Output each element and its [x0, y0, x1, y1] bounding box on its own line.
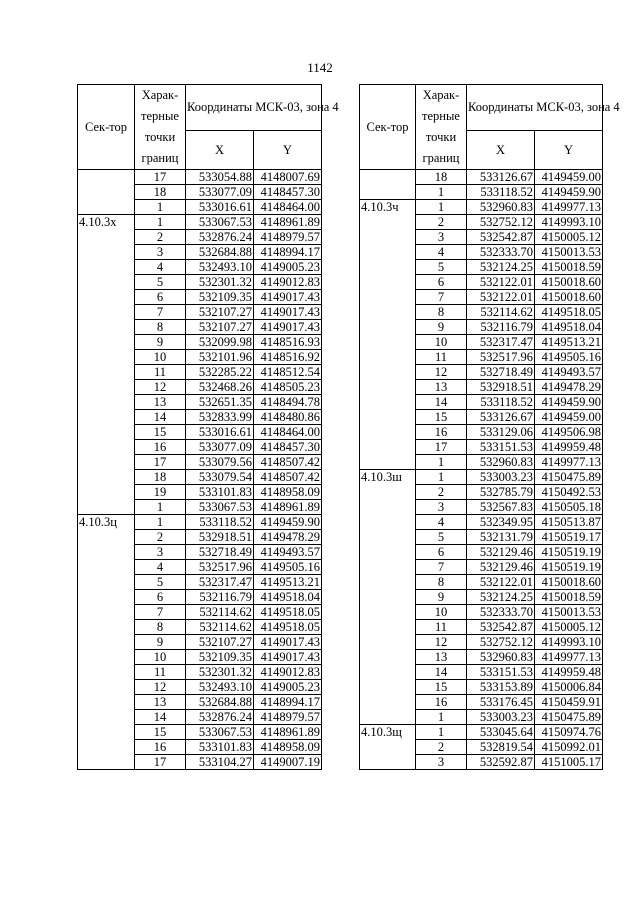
point-cell: 16 [135, 740, 186, 755]
y-cell: 4149017.43 [254, 305, 322, 320]
header-y: Y [535, 131, 603, 170]
y-cell: 4148961.89 [254, 500, 322, 515]
point-cell: 16 [135, 440, 186, 455]
y-cell: 4149977.13 [535, 650, 603, 665]
point-cell: 15 [135, 425, 186, 440]
header-x: X [467, 131, 535, 170]
point-cell: 7 [135, 605, 186, 620]
header-x: X [186, 131, 254, 170]
x-cell: 532129.46 [467, 545, 535, 560]
y-cell: 4148505.23 [254, 380, 322, 395]
x-cell: 532333.70 [467, 605, 535, 620]
point-cell: 12 [416, 365, 467, 380]
x-cell: 533016.61 [186, 200, 254, 215]
point-cell: 9 [416, 590, 467, 605]
table-body-right [360, 170, 603, 770]
x-cell: 532301.32 [186, 665, 254, 680]
point-cell: 17 [135, 170, 186, 185]
y-cell: 4149005.23 [254, 260, 322, 275]
header-sector: Сек-тор [360, 85, 416, 170]
x-cell: 533079.54 [186, 470, 254, 485]
y-cell: 4148979.57 [254, 230, 322, 245]
y-cell: 4149459.00 [535, 170, 603, 185]
point-cell: 1 [416, 455, 467, 470]
x-cell: 533077.09 [186, 440, 254, 455]
x-cell: 532101.96 [186, 350, 254, 365]
point-cell: 7 [416, 560, 467, 575]
point-cell: 14 [416, 395, 467, 410]
point-cell: 10 [135, 650, 186, 665]
y-cell: 4150974.76 [535, 725, 603, 740]
y-cell: 4148457.30 [254, 185, 322, 200]
x-cell: 533067.53 [186, 500, 254, 515]
x-cell: 532124.25 [467, 590, 535, 605]
x-cell: 532785.79 [467, 485, 535, 500]
x-cell: 532752.12 [467, 215, 535, 230]
y-cell: 4149518.05 [254, 605, 322, 620]
x-cell: 533045.64 [467, 725, 535, 740]
point-cell: 4 [135, 260, 186, 275]
y-cell: 4150013.53 [535, 245, 603, 260]
y-cell: 4148979.57 [254, 710, 322, 725]
point-cell: 15 [416, 680, 467, 695]
x-cell: 532109.35 [186, 650, 254, 665]
x-cell: 532567.83 [467, 500, 535, 515]
y-cell: 4148516.92 [254, 350, 322, 365]
y-cell: 4149012.83 [254, 665, 322, 680]
y-cell: 4149518.05 [254, 620, 322, 635]
point-cell: 14 [416, 665, 467, 680]
point-cell: 5 [416, 260, 467, 275]
x-cell: 533054.88 [186, 170, 254, 185]
x-cell: 533118.52 [186, 515, 254, 530]
point-cell: 17 [135, 755, 186, 770]
point-cell: 3 [416, 755, 467, 770]
x-cell: 532876.24 [186, 710, 254, 725]
point-cell: 15 [416, 410, 467, 425]
y-cell: 4149959.48 [535, 440, 603, 455]
x-cell: 532109.35 [186, 290, 254, 305]
y-cell: 4150992.01 [535, 740, 603, 755]
y-cell: 4149459.00 [535, 410, 603, 425]
sector-cell [360, 170, 416, 200]
table-row [360, 200, 603, 215]
point-cell: 5 [416, 530, 467, 545]
point-cell: 11 [135, 665, 186, 680]
header-char-points: Харак-терные точки границ [135, 85, 186, 170]
table-row [78, 170, 322, 185]
table-row [360, 725, 603, 740]
point-cell: 11 [416, 350, 467, 365]
x-cell: 532918.51 [467, 380, 535, 395]
y-cell: 4150005.12 [535, 620, 603, 635]
y-cell: 4149513.21 [254, 575, 322, 590]
x-cell: 533126.67 [467, 170, 535, 185]
y-cell: 4149493.57 [254, 545, 322, 560]
point-cell: 14 [135, 710, 186, 725]
x-cell: 533129.06 [467, 425, 535, 440]
point-cell: 15 [135, 725, 186, 740]
x-cell: 533003.23 [467, 710, 535, 725]
y-cell: 4148958.09 [254, 485, 322, 500]
point-cell: 8 [416, 305, 467, 320]
x-cell: 532099.98 [186, 335, 254, 350]
y-cell: 4148507.42 [254, 470, 322, 485]
y-cell: 4148994.17 [254, 245, 322, 260]
point-cell: 4 [416, 245, 467, 260]
x-cell: 533151.53 [467, 440, 535, 455]
y-cell: 4149478.29 [254, 530, 322, 545]
y-cell: 4149505.16 [254, 560, 322, 575]
y-cell: 4149505.16 [535, 350, 603, 365]
y-cell: 4149478.29 [535, 380, 603, 395]
point-cell: 8 [135, 620, 186, 635]
y-cell: 4149017.43 [254, 650, 322, 665]
x-cell: 532651.35 [186, 395, 254, 410]
point-cell: 10 [135, 350, 186, 365]
x-cell: 533079.56 [186, 455, 254, 470]
x-cell: 533101.83 [186, 485, 254, 500]
point-cell: 6 [416, 275, 467, 290]
point-cell: 8 [135, 320, 186, 335]
x-cell: 532317.47 [186, 575, 254, 590]
point-cell: 10 [416, 335, 467, 350]
point-cell: 17 [135, 455, 186, 470]
x-cell: 532542.87 [467, 620, 535, 635]
y-cell: 4149012.83 [254, 275, 322, 290]
point-cell: 1 [416, 200, 467, 215]
point-cell: 1 [416, 185, 467, 200]
x-cell: 532960.83 [467, 200, 535, 215]
point-cell: 6 [135, 290, 186, 305]
y-cell: 4148512.54 [254, 365, 322, 380]
point-cell: 10 [416, 605, 467, 620]
y-cell: 4148994.17 [254, 695, 322, 710]
x-cell: 532752.12 [467, 635, 535, 650]
point-cell: 5 [135, 275, 186, 290]
x-cell: 532122.01 [467, 275, 535, 290]
point-cell: 3 [416, 500, 467, 515]
y-cell: 4149017.43 [254, 290, 322, 305]
point-cell: 1 [416, 710, 467, 725]
x-cell: 532107.27 [186, 320, 254, 335]
point-cell: 3 [135, 245, 186, 260]
page-number: 1142 [307, 60, 333, 75]
header-coordinates: Координаты МСК-03, зона 4 [186, 85, 322, 131]
x-cell: 532114.62 [186, 620, 254, 635]
point-cell: 9 [135, 335, 186, 350]
point-cell: 13 [135, 395, 186, 410]
y-cell: 4149993.10 [535, 215, 603, 230]
y-cell: 4148457.30 [254, 440, 322, 455]
x-cell: 532122.01 [467, 575, 535, 590]
point-cell: 6 [416, 545, 467, 560]
y-cell: 4148464.00 [254, 425, 322, 440]
table-row [78, 215, 322, 230]
point-cell: 17 [416, 440, 467, 455]
y-cell: 4150005.12 [535, 230, 603, 245]
y-cell: 4150513.87 [535, 515, 603, 530]
x-cell: 533067.53 [186, 725, 254, 740]
point-cell: 12 [135, 680, 186, 695]
point-cell: 3 [135, 545, 186, 560]
point-cell: 12 [135, 380, 186, 395]
x-cell: 532493.10 [186, 260, 254, 275]
header-sector: Сек-тор [78, 85, 135, 170]
point-cell: 13 [135, 695, 186, 710]
y-cell: 4149518.05 [535, 305, 603, 320]
sector-cell [78, 170, 135, 215]
y-cell: 4150006.84 [535, 680, 603, 695]
x-cell: 532333.70 [467, 245, 535, 260]
point-cell: 7 [135, 305, 186, 320]
header-coordinates: Координаты МСК-03, зона 4 [467, 85, 603, 131]
y-cell: 4150018.59 [535, 260, 603, 275]
y-cell: 4150519.17 [535, 530, 603, 545]
x-cell: 533151.53 [467, 665, 535, 680]
y-cell: 4149007.19 [254, 755, 322, 770]
point-cell: 2 [416, 740, 467, 755]
y-cell: 4150018.59 [535, 590, 603, 605]
y-cell: 4148961.89 [254, 215, 322, 230]
point-cell: 8 [416, 575, 467, 590]
y-cell: 4150018.60 [535, 575, 603, 590]
coordinates-table-left [77, 84, 339, 770]
x-cell: 532114.62 [186, 605, 254, 620]
point-cell: 1 [135, 500, 186, 515]
point-cell: 7 [416, 290, 467, 305]
x-cell: 533067.53 [186, 215, 254, 230]
x-cell: 532960.83 [467, 650, 535, 665]
x-cell: 532819.54 [467, 740, 535, 755]
table-row [78, 515, 322, 530]
y-cell: 4150492.53 [535, 485, 603, 500]
y-cell: 4150018.60 [535, 275, 603, 290]
y-cell: 4150475.89 [535, 470, 603, 485]
x-cell: 532493.10 [186, 680, 254, 695]
y-cell: 4149459.90 [535, 185, 603, 200]
x-cell: 532349.95 [467, 515, 535, 530]
point-cell: 1 [135, 515, 186, 530]
y-cell: 4148480.86 [254, 410, 322, 425]
x-cell: 532131.79 [467, 530, 535, 545]
x-cell: 533016.61 [186, 425, 254, 440]
y-cell: 4150459.91 [535, 695, 603, 710]
x-cell: 532542.87 [467, 230, 535, 245]
y-cell: 4149493.57 [535, 365, 603, 380]
y-cell: 4149459.90 [254, 515, 322, 530]
point-cell: 6 [135, 590, 186, 605]
x-cell: 533118.52 [467, 395, 535, 410]
point-cell: 4 [135, 560, 186, 575]
x-cell: 532833.99 [186, 410, 254, 425]
table-row [360, 170, 603, 185]
x-cell: 533126.67 [467, 410, 535, 425]
y-cell: 4148464.00 [254, 200, 322, 215]
y-cell: 4149459.90 [535, 395, 603, 410]
y-cell: 4151005.17 [535, 755, 603, 770]
point-cell: 3 [416, 230, 467, 245]
x-cell: 532468.26 [186, 380, 254, 395]
y-cell: 4149977.13 [535, 200, 603, 215]
point-cell: 13 [416, 650, 467, 665]
x-cell: 532918.51 [186, 530, 254, 545]
x-cell: 532317.47 [467, 335, 535, 350]
point-cell: 1 [135, 200, 186, 215]
point-cell: 2 [135, 230, 186, 245]
x-cell: 532684.88 [186, 695, 254, 710]
point-cell: 1 [135, 215, 186, 230]
y-cell: 4149506.98 [535, 425, 603, 440]
x-cell: 532876.24 [186, 230, 254, 245]
y-cell: 4148958.09 [254, 740, 322, 755]
point-cell: 11 [416, 620, 467, 635]
x-cell: 532684.88 [186, 245, 254, 260]
x-cell: 533104.27 [186, 755, 254, 770]
y-cell: 4149017.43 [254, 635, 322, 650]
point-cell: 13 [416, 380, 467, 395]
y-cell: 4150018.60 [535, 290, 603, 305]
point-cell: 16 [416, 425, 467, 440]
point-cell: 9 [135, 635, 186, 650]
point-cell: 16 [416, 695, 467, 710]
x-cell: 532517.96 [467, 350, 535, 365]
y-cell: 4149513.21 [535, 335, 603, 350]
y-cell: 4148494.78 [254, 395, 322, 410]
x-cell: 532107.27 [186, 305, 254, 320]
x-cell: 532129.46 [467, 560, 535, 575]
y-cell: 4148516.93 [254, 335, 322, 350]
point-cell: 5 [135, 575, 186, 590]
x-cell: 532107.27 [186, 635, 254, 650]
x-cell: 532285.22 [186, 365, 254, 380]
y-cell: 4150505.18 [535, 500, 603, 515]
y-cell: 4150475.89 [535, 710, 603, 725]
table-body-left [78, 170, 322, 770]
header-y: Y [254, 131, 322, 170]
y-cell: 4150519.19 [535, 560, 603, 575]
y-cell: 4149017.43 [254, 320, 322, 335]
y-cell: 4150519.19 [535, 545, 603, 560]
x-cell: 533077.09 [186, 185, 254, 200]
x-cell: 533003.23 [467, 470, 535, 485]
x-cell: 533176.45 [467, 695, 535, 710]
y-cell: 4149977.13 [535, 455, 603, 470]
x-cell: 532124.25 [467, 260, 535, 275]
y-cell: 4149993.10 [535, 635, 603, 650]
x-cell: 532301.32 [186, 275, 254, 290]
x-cell: 532122.01 [467, 290, 535, 305]
point-cell: 14 [135, 410, 186, 425]
y-cell: 4148507.42 [254, 455, 322, 470]
x-cell: 532517.96 [186, 560, 254, 575]
point-cell: 2 [416, 485, 467, 500]
sector-cell: 4.10.3ц [78, 515, 135, 770]
point-cell: 18 [135, 470, 186, 485]
sector-cell: 4.10.3х [78, 215, 135, 515]
sector-cell: 4.10.3ч [360, 200, 416, 470]
x-cell: 533153.89 [467, 680, 535, 695]
point-cell: 1 [416, 470, 467, 485]
sector-cell: 4.10.3щ [360, 725, 416, 770]
y-cell: 4148007.69 [254, 170, 322, 185]
coordinates-table-right [359, 84, 620, 770]
y-cell: 4148961.89 [254, 725, 322, 740]
x-cell: 532116.79 [467, 320, 535, 335]
point-cell: 2 [416, 215, 467, 230]
y-cell: 4150013.53 [535, 605, 603, 620]
point-cell: 18 [135, 185, 186, 200]
point-cell: 11 [135, 365, 186, 380]
point-cell: 4 [416, 515, 467, 530]
y-cell: 4149518.04 [254, 590, 322, 605]
header-char-points: Харак-терные точки границ [416, 85, 467, 170]
point-cell: 2 [135, 530, 186, 545]
x-cell: 532960.83 [467, 455, 535, 470]
x-cell: 532718.49 [467, 365, 535, 380]
sector-cell: 4.10.3ш [360, 470, 416, 725]
y-cell: 4149959.48 [535, 665, 603, 680]
point-cell: 18 [416, 170, 467, 185]
y-cell: 4149005.23 [254, 680, 322, 695]
x-cell: 533118.52 [467, 185, 535, 200]
y-cell: 4149518.04 [535, 320, 603, 335]
x-cell: 533101.83 [186, 740, 254, 755]
point-cell: 12 [416, 635, 467, 650]
x-cell: 532592.87 [467, 755, 535, 770]
table-row [360, 470, 603, 485]
point-cell: 1 [416, 725, 467, 740]
x-cell: 532116.79 [186, 590, 254, 605]
point-cell: 9 [416, 320, 467, 335]
x-cell: 532114.62 [467, 305, 535, 320]
x-cell: 532718.49 [186, 545, 254, 560]
point-cell: 19 [135, 485, 186, 500]
